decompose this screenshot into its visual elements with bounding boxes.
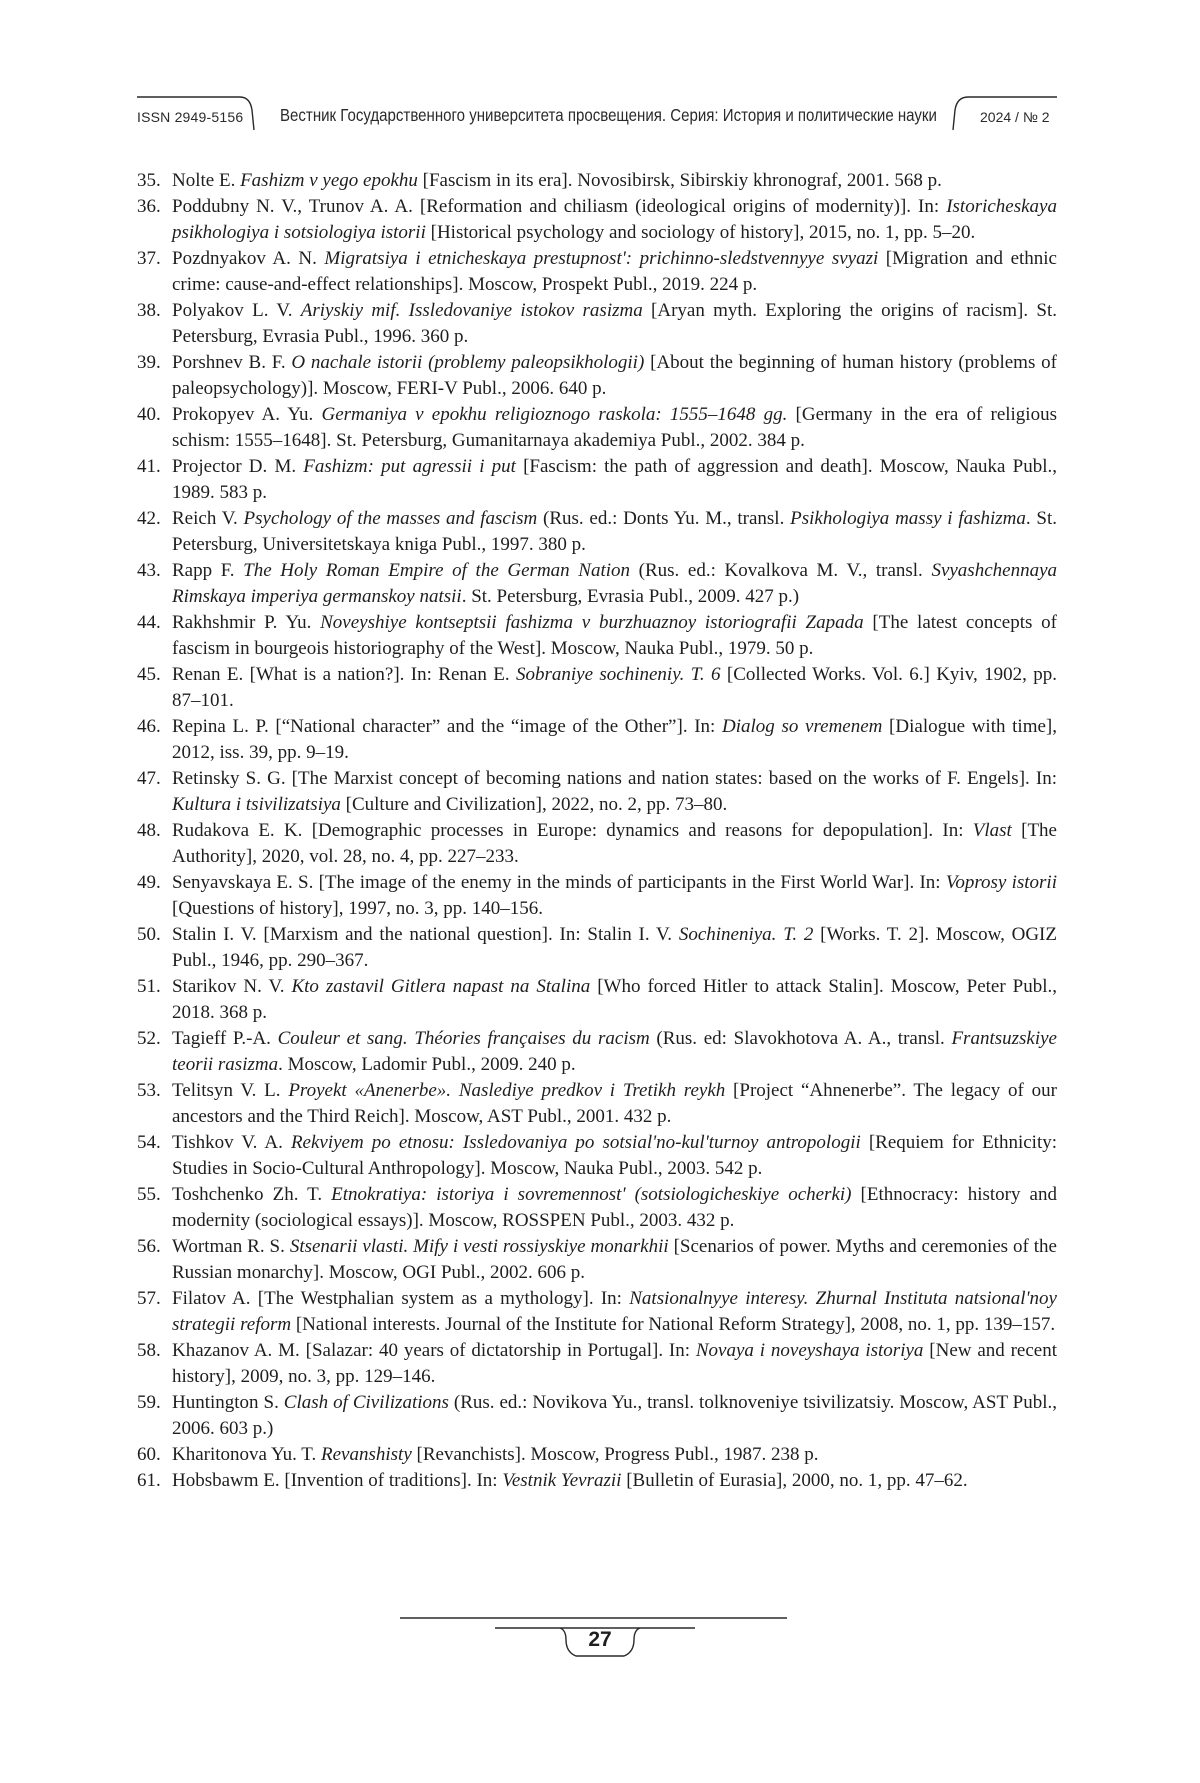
- reference-title-italic: Ariyskiy mif. Issledovaniye istokov rasizma: [300, 300, 643, 321]
- reference-title-italic: Proyekt «Anenerbe». Naslediye predkov i Tretikh reykh: [288, 1080, 726, 1101]
- reference-text: Rakhshmir P. Yu.: [172, 612, 321, 633]
- reference-text: Toshchenko Zh. T.: [172, 1184, 332, 1205]
- reference-list: [137, 168, 1057, 1494]
- reference-number: 55.: [137, 1184, 161, 1205]
- reference-text: [Scenarios of power. Myths and ceremonies of the Russian monarchy]. Moscow, OGI Publ., 2002. 606 p.: [172, 1236, 1057, 1283]
- reference-item: [137, 714, 1057, 766]
- reference-text: . Moscow, Ladomir Publ., 2009. 240 p.: [278, 1054, 576, 1075]
- reference-text: Porshnev B. F.: [172, 352, 292, 373]
- reference-text: [The Authority], 2020, vol. 28, no. 4, pp. 227–233.: [172, 820, 1057, 867]
- reference-text: Filatov A. [The Westphalian system as a mythology]. In:: [172, 1288, 630, 1309]
- reference-text: (Rus. ed.: Novikova Yu., transl. tolknoveniye tsivilizatsiy. Moscow, AST Publ., 2006. 603 p.): [172, 1392, 1058, 1439]
- reference-item: [137, 1130, 1057, 1182]
- reference-text: Wortman R. S.: [172, 1236, 290, 1257]
- reference-text: Nolte E.: [172, 170, 241, 191]
- reference-text: Starikov N. V.: [172, 976, 292, 997]
- reference-item: [137, 1234, 1057, 1286]
- reference-text: [Project “Ahnenerbe”. The legacy of our ancestors and the Third Reich]. Moscow, AST Publ., 2001. 432 p.: [172, 1080, 1057, 1127]
- reference-text: [Who forced Hitler to attack Stalin]. Moscow, Peter Publ., 2018. 368 p.: [172, 976, 1058, 1023]
- reference-item: [137, 506, 1057, 558]
- reference-title-italic: Kto zastavil Gitlera napast na Stalina: [291, 976, 591, 997]
- journal-title: Вестник Государственного университета просвещения. Серия: История и политические науки: [280, 105, 937, 125]
- reference-item: [137, 298, 1057, 350]
- reference-number: 45.: [137, 664, 161, 685]
- reference-item: [137, 1338, 1057, 1390]
- reference-number: 52.: [137, 1028, 161, 1049]
- reference-title-italic: Germaniya v epokhu religioznogo raskola: 1555–1648 gg.: [321, 404, 788, 425]
- reference-item: [137, 610, 1057, 662]
- reference-text: (Rus. ed.: Kovalkova M. V., transl.: [630, 560, 932, 581]
- reference-item: [137, 558, 1057, 610]
- reference-number: 46.: [137, 716, 161, 737]
- reference-item: [137, 246, 1057, 298]
- reference-text: [About the beginning of human history (problems of paleopsychology)]. Moscow, FERI-V Publ., 2006. 640 p.: [172, 352, 1057, 399]
- reference-item: [137, 1468, 1057, 1494]
- reference-number: 42.: [137, 508, 161, 529]
- reference-title-italic: Psychology of the masses and fascism: [243, 508, 538, 529]
- reference-title-italic: Rekviyem po etnosu: Issledovaniya po sotsial'no-kul'turnoy antropologii: [290, 1132, 861, 1153]
- reference-text: Polyakov L. V.: [172, 300, 301, 321]
- reference-text: (Rus. ed.: Donts Yu. M., transl.: [537, 508, 791, 529]
- reference-text: [Migration and ethnic crime: cause-and-effect relationships]. Moscow, Prospekt Publ., 2019. 224 p.: [172, 248, 1057, 295]
- reference-text: [National interests. Journal of the Institute for National Reform Strategy], 2008, no. 1, pp. 139–157.: [291, 1314, 1056, 1335]
- reference-item: [137, 974, 1057, 1026]
- reference-title-italic: Istoricheskaya psikhologiya i sotsiologiya istorii: [172, 196, 1057, 243]
- reference-text: Stalin I. V. [Marxism and the national question]. In: Stalin I. V.: [172, 924, 679, 945]
- reference-text: (Rus. ed: Slavokhotova A. A., transl.: [649, 1028, 952, 1049]
- reference-text: Senyavskaya E. S. [The image of the enemy in the minds of participants in the First World War]. In:: [172, 872, 946, 893]
- reference-number: 43.: [137, 560, 161, 581]
- reference-item: [137, 1442, 1057, 1468]
- reference-title-italic: Fashizm: put agressii i put: [303, 456, 516, 477]
- reference-text: [Bulletin of Eurasia], 2000, no. 1, pp. 47–62.: [621, 1470, 968, 1491]
- reference-number: 54.: [137, 1132, 161, 1153]
- reference-text: [Aryan myth. Exploring the origins of racism]. St. Petersburg, Evrasia Publ., 1996. 360 p.: [172, 300, 1057, 347]
- reference-number: 35.: [137, 170, 161, 191]
- reference-title-italic: Voprosy istorii: [945, 872, 1057, 893]
- reference-title-italic: Stsenarii vlasti. Mify i vesti rossiyskiye monarkhii: [289, 1236, 669, 1257]
- reference-title-italic: Clash of Civilizations: [283, 1392, 449, 1413]
- reference-number: 60.: [137, 1444, 161, 1465]
- reference-text: Tagieff P.-A.: [172, 1028, 278, 1049]
- reference-item: [137, 662, 1057, 714]
- reference-text: . St. Petersburg, Evrasia Publ., 2009. 427 p.): [461, 586, 800, 607]
- reference-title-italic: Fashizm v yego epokhu: [240, 170, 418, 191]
- reference-number: 51.: [137, 976, 161, 997]
- reference-title-italic: Novaya i noveyshaya istoriya: [695, 1340, 924, 1361]
- reference-item: [137, 402, 1057, 454]
- reference-text: Telitsyn V. L.: [172, 1080, 289, 1101]
- reference-text: [Revanchists]. Moscow, Progress Publ., 1987. 238 p.: [411, 1444, 819, 1465]
- reference-title-italic: Dialog so vremenem: [722, 716, 883, 737]
- reference-text: [Fascism in its era]. Novosibirsk, Sibirskiy khronograf, 2001. 568 p.: [417, 170, 942, 191]
- reference-text: Rudakova E. K. [Demographic processes in Europe: dynamics and reasons for depopulation]. In:: [172, 820, 973, 841]
- reference-title-italic: Vlast: [972, 820, 1012, 841]
- reference-text: [Dialogue with time], 2012, iss. 39, pp. 9–19.: [172, 716, 1057, 763]
- reference-title-italic: The Holy Roman Empire of the German Nation: [243, 560, 631, 581]
- issn-label: ISSN 2949-5156: [137, 109, 244, 125]
- reference-number: 57.: [137, 1288, 161, 1309]
- reference-item: [137, 454, 1057, 506]
- page-header: [0, 0, 1200, 140]
- reference-text: [Fascism: the path of aggression and death]. Moscow, Nauka Publ., 1989. 583 p.: [172, 456, 1057, 503]
- reference-text: [Germany in the era of religious schism: 1555–1648]. St. Petersburg, Gumanitarnaya akademiya Publ., 2002. 384 p.: [172, 404, 1057, 451]
- reference-number: 37.: [137, 248, 161, 269]
- reference-text: [Works. T. 2]. Moscow, OGIZ Publ., 1946, pp. 290–367.: [172, 924, 1057, 971]
- reference-text: Pozdnyakov A. N.: [172, 248, 325, 269]
- reference-text: [Historical psychology and sociology of history], 2015, no. 1, pp. 5–20.: [425, 222, 976, 243]
- reference-title-italic: Sobraniye sochineniy. T. 6: [515, 664, 721, 685]
- reference-title-italic: Frantsuzskiye teorii rasizma: [172, 1028, 1057, 1075]
- reference-item: [137, 1182, 1057, 1234]
- reference-text: [Ethnocracy: history and modernity (sociological essays)]. Moscow, ROSSPEN Publ., 2003. 432 p.: [172, 1184, 1057, 1231]
- reference-text: Prokopyev A. Yu.: [172, 404, 322, 425]
- reference-text: [Requiem for Ethnicity: Studies in Socio-Cultural Anthropology]. Moscow, Nauka Publ., 2003. 542 p.: [172, 1132, 1057, 1179]
- reference-text: [Questions of history], 1997, no. 3, pp. 140–156.: [172, 898, 544, 919]
- reference-text: [Collected Works. Vol. 6.] Kyiv, 1902, pp. 87–101.: [172, 664, 1057, 711]
- reference-title-italic: Revanshisty: [321, 1444, 412, 1465]
- reference-number: 48.: [137, 820, 161, 841]
- reference-item: [137, 1286, 1057, 1338]
- reference-title-italic: O nachale istorii (problemy paleopsikhologii): [291, 352, 645, 373]
- reference-text: [New and recent history], 2009, no. 3, pp. 129–146.: [172, 1340, 1057, 1387]
- reference-text: Repina L. P. [“National character” and the “image of the Other”]. In:: [172, 716, 723, 737]
- reference-item: [137, 194, 1057, 246]
- reference-title-italic: Etnokratiya: istoriya i sovremennost' (sotsiologicheskiye ocherki): [331, 1184, 852, 1205]
- footer-ornament: [0, 1600, 1200, 1720]
- reference-title-italic: Kultura i tsivilizatsiya: [172, 794, 341, 815]
- reference-title-italic: Sochineniya. T. 2: [678, 924, 814, 945]
- reference-text: Huntington S.: [172, 1392, 284, 1413]
- reference-text: Tishkov V. A.: [172, 1132, 291, 1153]
- reference-item: [137, 350, 1057, 402]
- reference-number: 39.: [137, 352, 161, 373]
- page-footer: [0, 1600, 1200, 1720]
- reference-item: [137, 870, 1057, 922]
- reference-item: [137, 168, 1057, 194]
- reference-number: 44.: [137, 612, 161, 633]
- reference-text: Kharitonova Yu. T.: [172, 1444, 321, 1465]
- reference-text: Renan E. [What is a nation?]. In: Renan E.: [172, 664, 516, 685]
- reference-text: Retinsky S. G. [The Marxist concept of becoming nations and nation states: based on the works of F. Engels]. In:: [172, 768, 1057, 789]
- reference-text: . St. Petersburg, Universitetskaya kniga Publ., 1997. 380 p.: [172, 508, 1057, 555]
- reference-item: [137, 1078, 1057, 1130]
- reference-number: 61.: [137, 1470, 161, 1491]
- reference-text: Reich V.: [172, 508, 244, 529]
- reference-title-italic: Noveyshiye kontseptsii fashizma v burzhuaznoy istoriografii Zapada: [320, 612, 864, 633]
- reference-title-italic: Vestnik Yevrazii: [502, 1470, 622, 1491]
- reference-title-italic: Natsionalnyye interesy. Zhurnal Instituta natsional'noy strategii reform: [172, 1288, 1057, 1335]
- reference-number: 56.: [137, 1236, 161, 1257]
- reference-title-italic: Migratsiya i etnicheskaya prestupnost': prichinno-sledstvennyye svyazi: [324, 248, 879, 269]
- reference-text: Projector D. M.: [172, 456, 304, 477]
- reference-text: Poddubny N. V., Trunov A. A. [Reformation and chiliasm (ideological origins of modernity)]. In:: [172, 196, 947, 217]
- reference-item: [137, 766, 1057, 818]
- reference-text: Khazanov A. M. [Salazar: 40 years of dictatorship in Portugal]. In:: [172, 1340, 696, 1361]
- reference-item: [137, 922, 1057, 974]
- reference-number: 41.: [137, 456, 161, 477]
- reference-text: Hobsbawm E. [Invention of traditions]. In:: [172, 1470, 503, 1491]
- reference-title-italic: Psikhologiya massy i fashizma: [790, 508, 1026, 529]
- issue-label: 2024 / № 2: [980, 109, 1050, 125]
- reference-text: Rapp F.: [172, 560, 244, 581]
- reference-number: 53.: [137, 1080, 161, 1101]
- reference-number: 40.: [137, 404, 161, 425]
- reference-number: 50.: [137, 924, 161, 945]
- reference-number: 47.: [137, 768, 161, 789]
- reference-item: [137, 1390, 1057, 1442]
- reference-number: 58.: [137, 1340, 161, 1361]
- reference-text: [Culture and Civilization], 2022, no. 2, pp. 73–80.: [340, 794, 728, 815]
- reference-number: 36.: [137, 196, 161, 217]
- reference-number: 38.: [137, 300, 161, 321]
- reference-title-italic: Svyashchennaya Rimskaya imperiya germanskoy natsii: [172, 560, 1057, 607]
- reference-title-italic: Couleur et sang. Théories françaises du racism: [277, 1028, 650, 1049]
- reference-item: [137, 1026, 1057, 1078]
- reference-number: 49.: [137, 872, 161, 893]
- reference-item: [137, 818, 1057, 870]
- page-number: 27: [588, 1628, 612, 1651]
- reference-number: 59.: [137, 1392, 161, 1413]
- reference-text: [The latest concepts of fascism in bourgeois historiography of the West]. Moscow, Nauka Publ., 1979. 50 p.: [172, 612, 1057, 659]
